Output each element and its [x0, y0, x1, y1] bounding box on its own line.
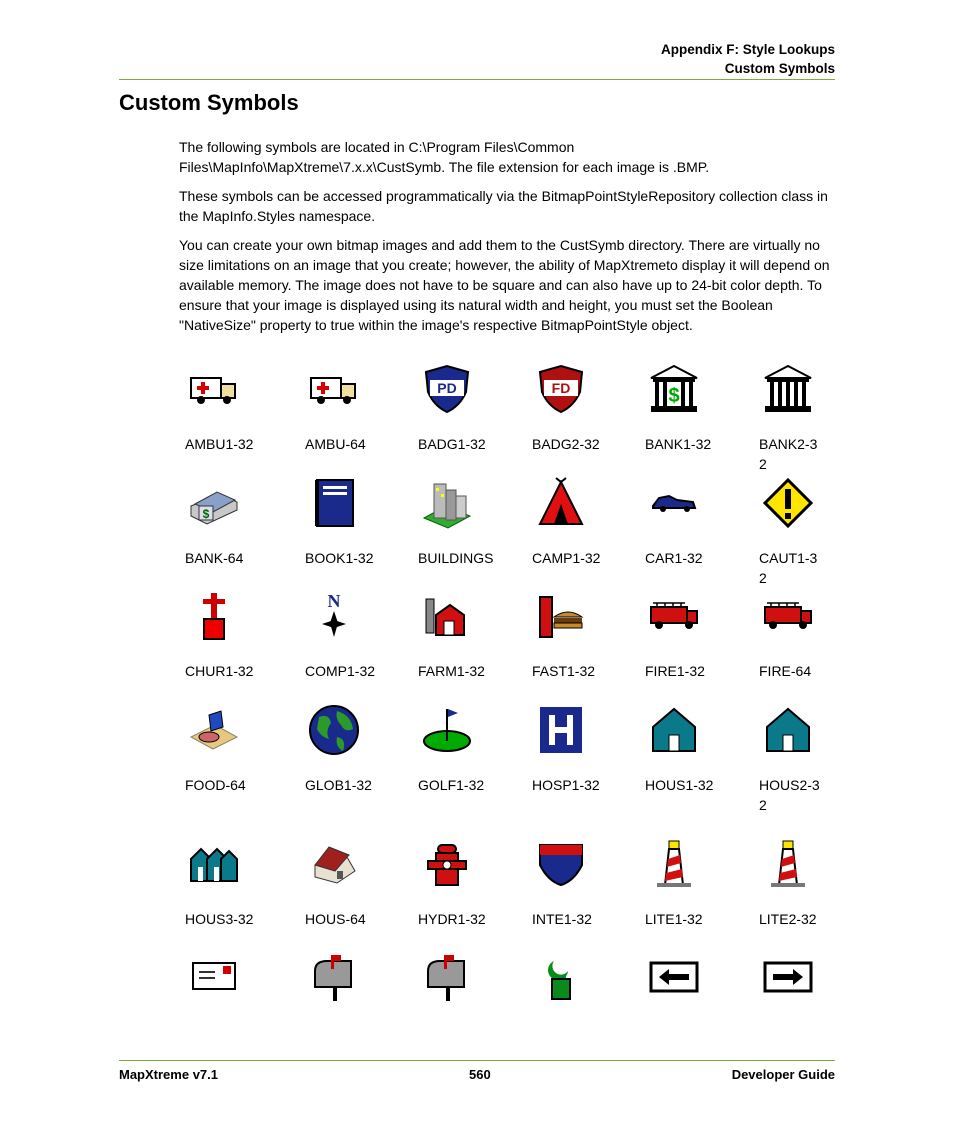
lighthouse-icon — [761, 837, 815, 891]
running-header — [661, 40, 835, 78]
page-number: 560 — [469, 1067, 491, 1082]
symbol-label: BANK2-32 — [759, 436, 818, 472]
right-arrow-icon — [761, 951, 815, 1005]
svg-text:PD: PD — [437, 380, 457, 396]
mosque-icon — [534, 951, 588, 1005]
svg-text:N: N — [327, 591, 341, 611]
symbol-label: BADG1-32 — [418, 436, 486, 452]
house-icon — [647, 703, 701, 757]
lighthouse-icon — [647, 837, 701, 891]
bank-building-icon — [187, 476, 241, 530]
fast-food-icon — [534, 589, 588, 643]
symbol-label: FARM1-32 — [418, 663, 485, 679]
symbol-label: GOLF1-32 — [418, 777, 485, 793]
symbol-label: CHUR1-32 — [185, 663, 254, 679]
farm-icon — [420, 589, 474, 643]
svg-text:$: $ — [202, 507, 210, 521]
police-badge-icon — [420, 362, 474, 416]
page-title: Custom Symbols — [119, 90, 299, 115]
globe-icon — [307, 703, 361, 757]
paragraph: These symbols can be accessed programmatically via the BitmapPointStyleRepository collection class in the MapInfo.Styles namespace. — [179, 188, 828, 224]
symbol-label: HOUS3-32 — [185, 911, 254, 927]
symbol-label: FAST1-32 — [532, 663, 596, 679]
body-text — [179, 137, 839, 344]
bank-icon — [761, 362, 815, 416]
svg-text:$: $ — [668, 385, 680, 407]
left-arrow-icon — [647, 951, 701, 1005]
symbol-label: INTE1-32 — [532, 911, 592, 927]
book-icon — [307, 476, 361, 530]
symbol-label: LITE2-32 — [759, 911, 817, 927]
symbol-label: FIRE-64 — [759, 663, 812, 679]
houses-icon — [187, 837, 241, 891]
symbol-label: HOSP1-32 — [532, 777, 600, 793]
symbol-label: COMP1-32 — [305, 663, 376, 679]
house-icon — [761, 703, 815, 757]
symbol-label: BANK-64 — [185, 550, 244, 566]
fire-badge-icon — [534, 362, 588, 416]
symbol-label: HYDR1-32 — [418, 911, 486, 927]
symbol-label: BUILDINGS — [418, 550, 494, 566]
ambulance-icon — [187, 362, 241, 416]
symbol-label: GLOB1-32 — [305, 777, 372, 793]
symbol-label: CAR1-32 — [645, 550, 703, 566]
symbol-label: AMBU-64 — [305, 436, 366, 452]
compass-icon — [307, 589, 361, 643]
paragraph: The following symbols are located in C:\Program Files\Common Files\MapInfo\MapXtreme\7.x.x\CustSymb. The file extension for each image is .BMP. — [179, 139, 710, 175]
header-chapter: Appendix F: Style Lookups — [660, 42, 835, 57]
fire-truck-icon — [647, 589, 701, 643]
food-icon — [187, 703, 241, 757]
interstate-icon — [534, 837, 588, 891]
svg-text:FD: FD — [551, 380, 571, 396]
golf-icon — [420, 703, 474, 757]
footer-guide: Developer Guide — [731, 1067, 835, 1082]
symbol-label: CAMP1-32 — [532, 550, 601, 566]
mailbox-icon — [420, 951, 474, 1005]
symbol-label: BADG2-32 — [532, 436, 600, 452]
mail-envelope-icon — [187, 951, 241, 1005]
church-icon — [187, 589, 241, 643]
paragraph: You can create your own bitmap images and add them to the CustSymb directory. There are virtually no size limitations on an image that you create; however, the ability of MapXtremeto display it will depend on available memory. The image does not have to be square and can also have up to 24-bit color depth. To ensure that your image is displayed using its natural width and height, you must set the Boolean "NativeSize" property to true within the image's respective BitmapPointStyle object. — [179, 237, 830, 333]
symbol-label: BOOK1-32 — [305, 550, 374, 566]
house-3d-icon — [307, 837, 361, 891]
hospital-icon — [534, 703, 588, 757]
caution-icon — [761, 476, 815, 530]
header-section: Custom Symbols — [724, 61, 835, 76]
symbol-label: AMBU1-32 — [185, 436, 254, 452]
symbol-label: BANK1-32 — [645, 436, 712, 452]
hydrant-icon — [420, 837, 474, 891]
symbol-label: CAUT1-32 — [759, 550, 818, 586]
symbol-label: HOUS2-32 — [759, 777, 820, 813]
symbol-label: FIRE1-32 — [645, 663, 705, 679]
symbol-label: LITE1-32 — [645, 911, 703, 927]
symbol-label: FOOD-64 — [185, 777, 246, 793]
footer-rule — [119, 1060, 835, 1061]
buildings-icon — [420, 476, 474, 530]
footer-product: MapXtreme v7.1 — [119, 1067, 218, 1082]
symbol-label: HOUS1-32 — [645, 777, 714, 793]
symbol-label: HOUS-64 — [305, 911, 366, 927]
bank-dollar-icon — [647, 362, 701, 416]
mailbox-icon — [307, 951, 361, 1005]
fire-truck-icon — [761, 589, 815, 643]
ambulance-icon — [307, 362, 361, 416]
tent-icon — [534, 476, 588, 530]
car-icon — [647, 476, 701, 530]
header-rule — [119, 79, 835, 80]
